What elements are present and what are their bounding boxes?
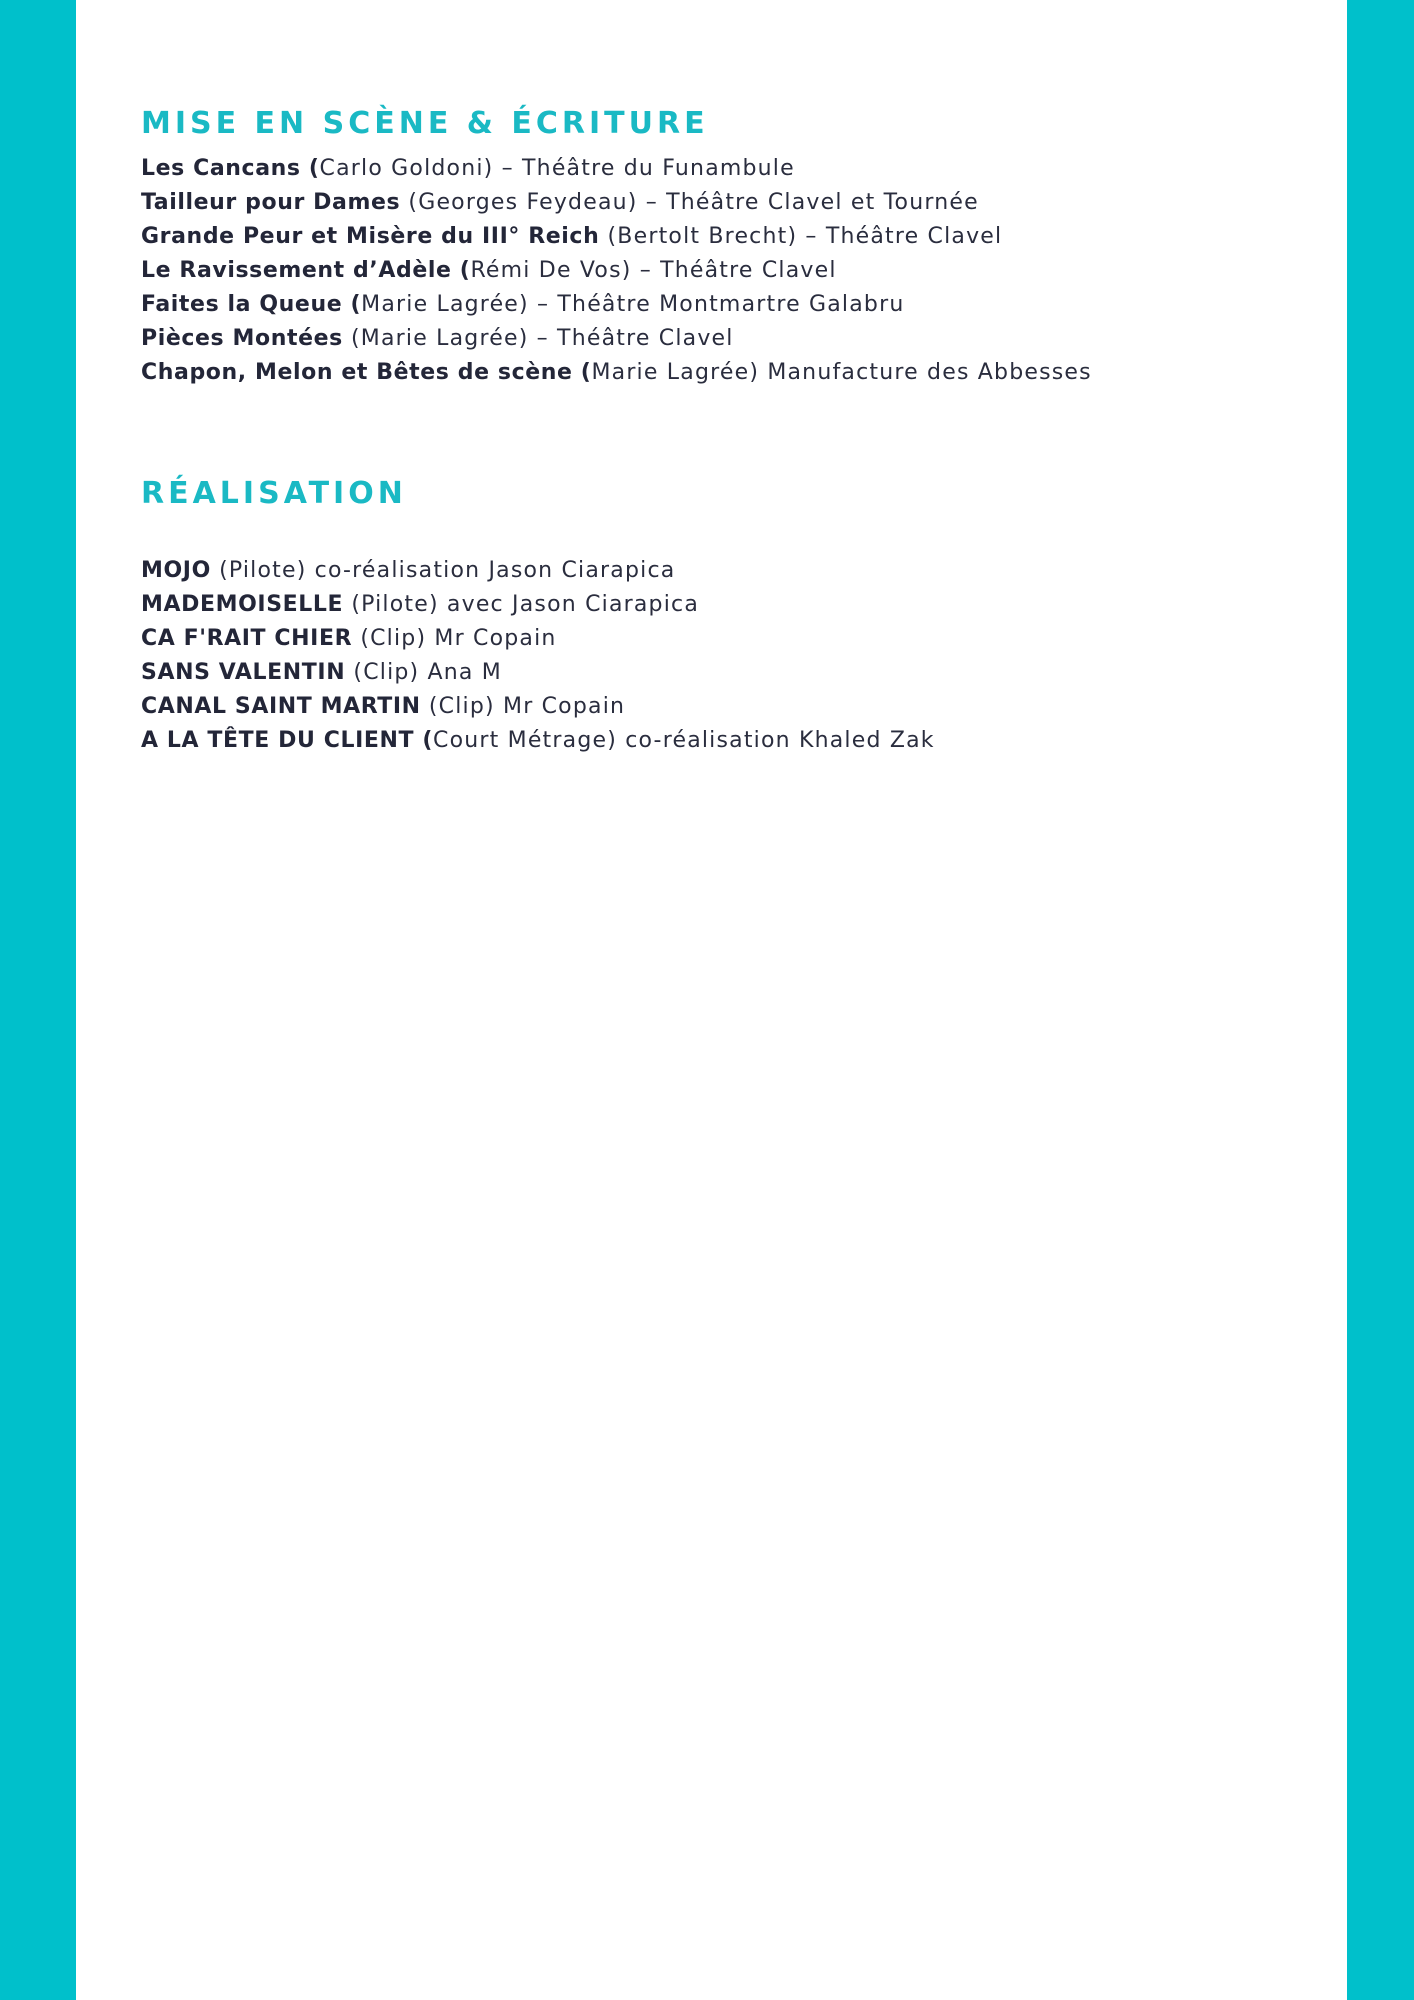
work-title: Les Cancans ( <box>141 156 320 181</box>
work-title: A LA TÊTE DU CLIENT ( <box>141 728 434 753</box>
work-title: Pièces Montées <box>141 326 343 351</box>
work-details: (Georges Feydeau) – Théâtre Clavel et Tournée <box>400 190 979 215</box>
list-item <box>141 254 1291 288</box>
section-title: MISE EN SCÈNE & ÉCRITURE <box>141 106 709 141</box>
list-item <box>141 356 1291 390</box>
work-title: Tailleur pour Dames <box>141 190 401 215</box>
work-details: Court Métrage) co-réalisation Khaled Zak <box>433 728 935 753</box>
work-title: SANS VALENTIN <box>141 660 346 685</box>
list-item <box>141 690 1291 724</box>
work-details: (Pilote) co-réalisation Jason Ciarapica <box>210 558 676 583</box>
work-details: Rémi De Vos) – Théâtre Clavel <box>470 258 837 283</box>
list-item <box>141 288 1291 322</box>
left-accent-band <box>0 0 76 2000</box>
section-mise-en-scene <box>141 106 1291 390</box>
work-details: (Pilote) avec Jason Ciarapica <box>343 592 700 617</box>
list-item <box>141 724 1291 758</box>
work-title: CA F'RAIT CHIER <box>141 626 353 651</box>
entry-list <box>141 554 1291 758</box>
list-item <box>141 554 1291 588</box>
work-details: Marie Lagrée) Manufacture des Abbesses <box>591 360 1092 385</box>
work-title: Chapon, Melon et Bêtes de scène ( <box>141 360 592 385</box>
section-title: RÉALISATION <box>141 476 407 511</box>
section-realisation <box>141 476 1291 758</box>
work-details: Marie Lagrée) – Théâtre Montmartre Galabru <box>361 292 905 317</box>
work-details: (Bertolt Brecht) – Théâtre Clavel <box>599 224 1003 249</box>
list-item <box>141 588 1291 622</box>
work-details: Carlo Goldoni) – Théâtre du Funambule <box>319 156 795 181</box>
list-item <box>141 152 1291 186</box>
list-item <box>141 186 1291 220</box>
entry-list <box>141 152 1291 390</box>
list-item <box>141 322 1291 356</box>
work-title: CANAL SAINT MARTIN <box>141 694 421 719</box>
list-item <box>141 622 1291 656</box>
work-details: (Clip) Ana M <box>345 660 502 685</box>
work-details: (Marie Lagrée) – Théâtre Clavel <box>342 326 734 351</box>
work-title: Faites la Queue ( <box>141 292 362 317</box>
document-page <box>76 0 1347 2000</box>
list-item <box>141 220 1291 254</box>
list-item <box>141 656 1291 690</box>
work-title: Le Ravissement d’Adèle ( <box>141 258 471 283</box>
work-title: MADEMOISELLE <box>141 592 344 617</box>
work-details: (Clip) Mr Copain <box>420 694 626 719</box>
work-title: Grande Peur et Misère du III° Reich <box>141 224 600 249</box>
work-title: MOJO <box>141 558 211 583</box>
work-details: (Clip) Mr Copain <box>352 626 557 651</box>
right-accent-band <box>1347 0 1414 2000</box>
